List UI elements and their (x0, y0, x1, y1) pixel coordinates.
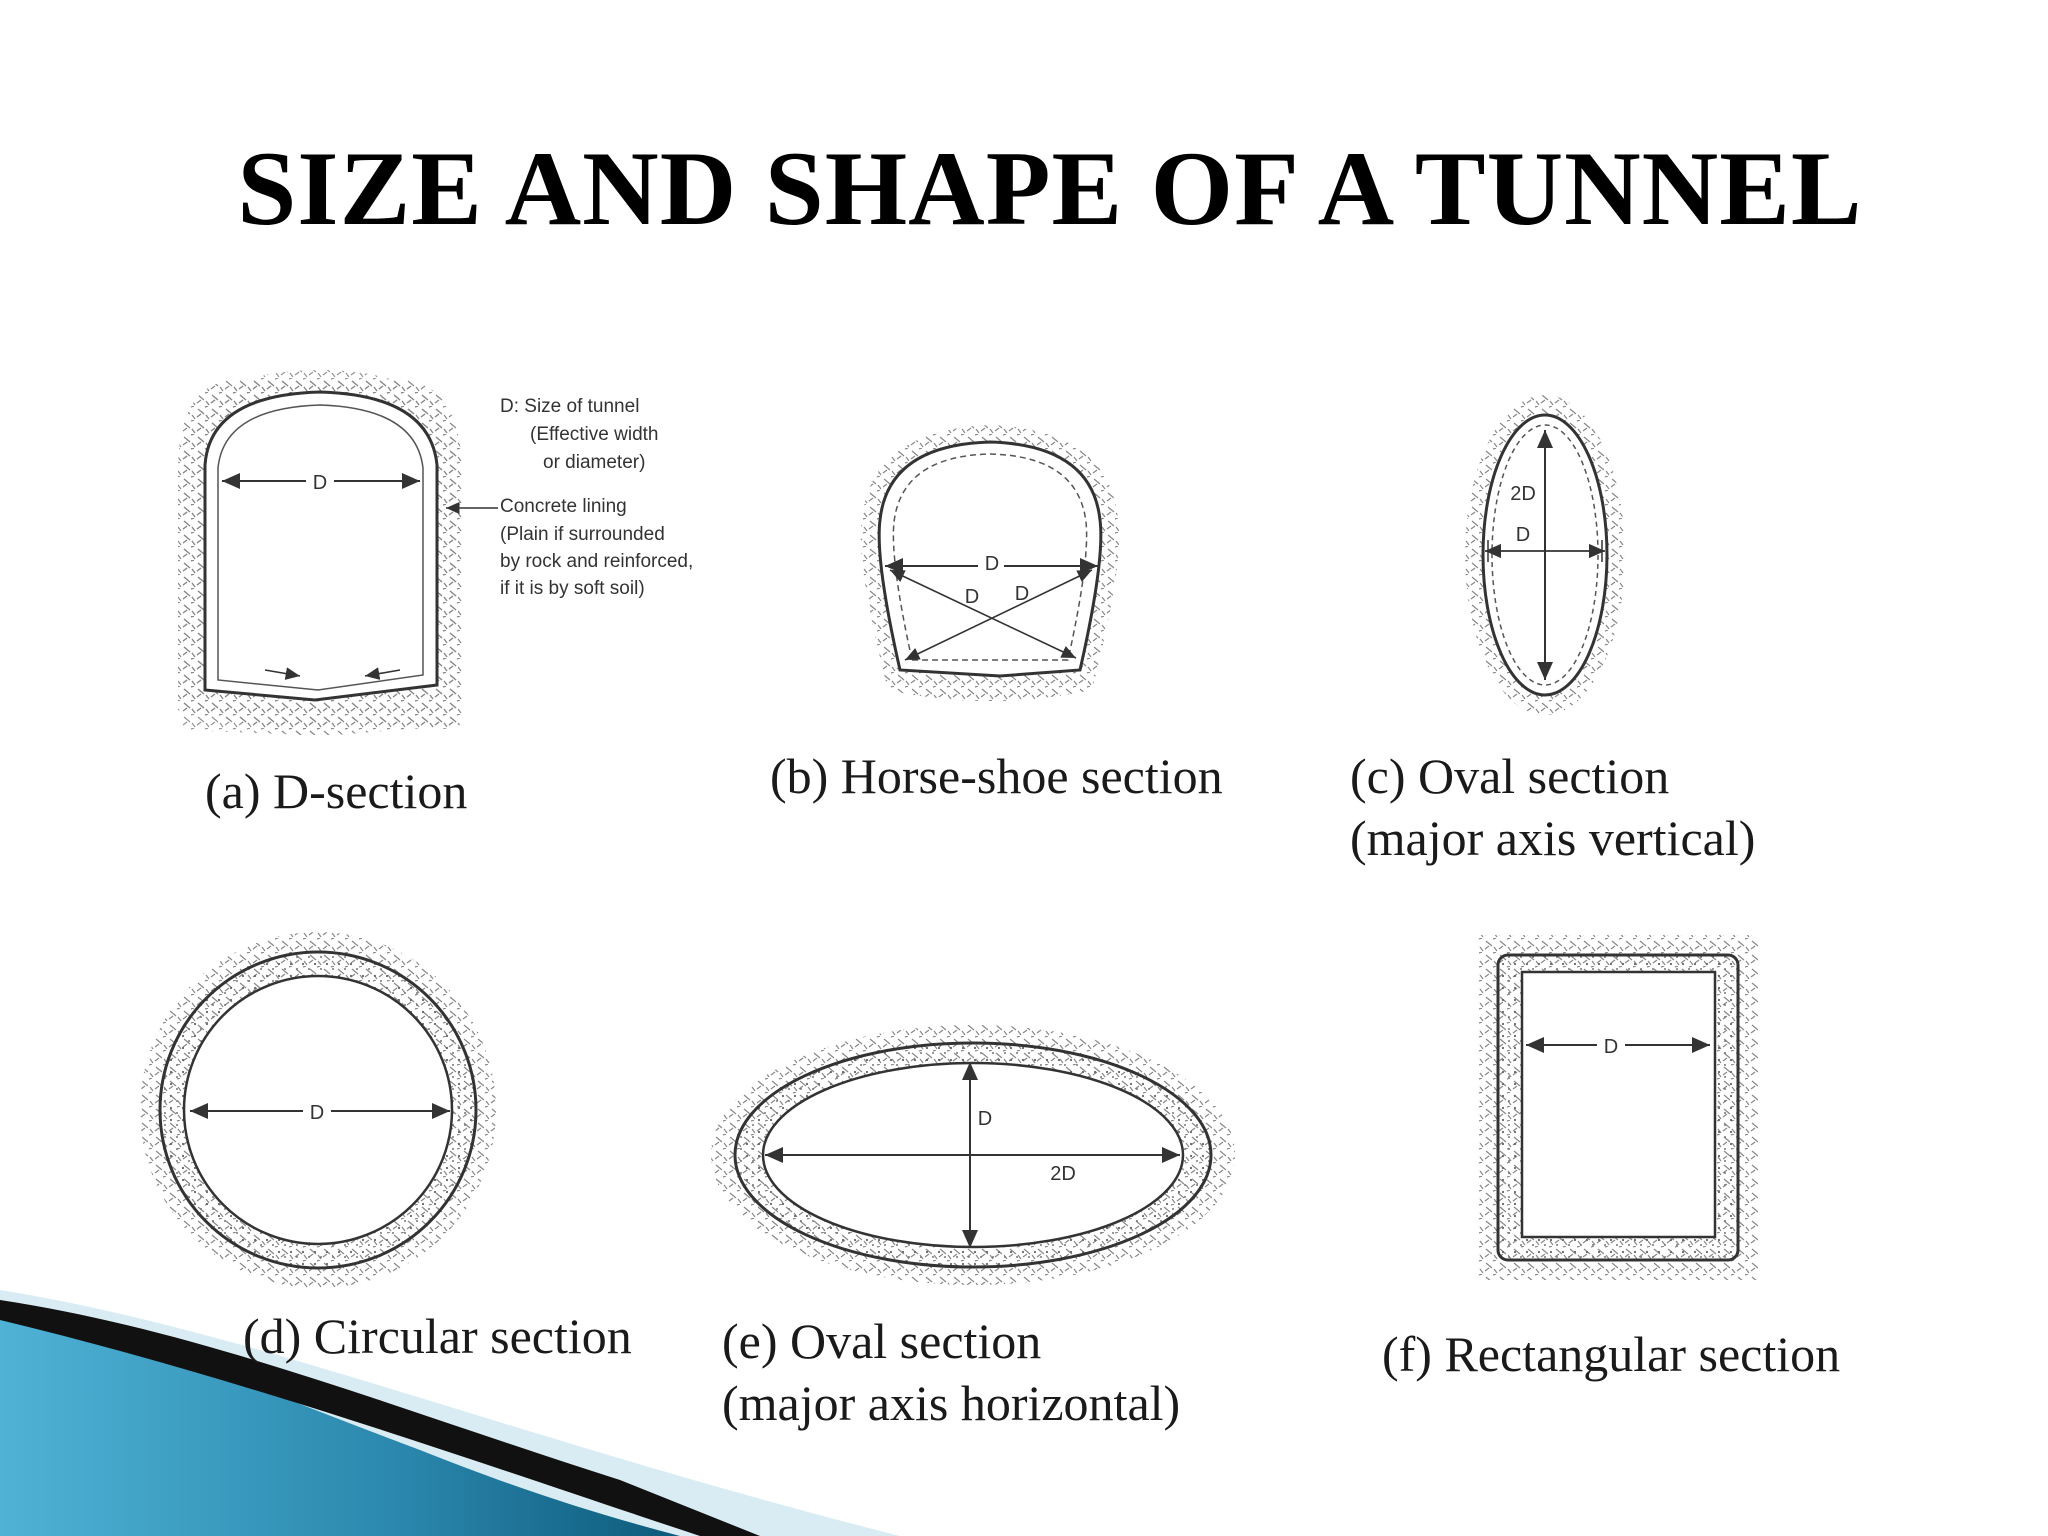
annotation-size-line3: or diameter) (543, 452, 646, 473)
horseshoe-section-diagram (861, 425, 1119, 701)
d-section-dim-label: D (312, 472, 328, 494)
rectangular-dim-label: D (1603, 1036, 1619, 1058)
d-section-diagram (178, 370, 498, 735)
caption-c-line2: (major axis vertical) (1350, 810, 1756, 866)
caption-a: (a) D-section (205, 763, 468, 819)
oval-horizontal-2d-label: 2D (1050, 1163, 1076, 1185)
caption-b: (b) Horse-shoe section (770, 748, 1223, 804)
caption-f: (f) Rectangular section (1382, 1326, 1841, 1382)
caption-e-line1: (e) Oval section (722, 1313, 1042, 1369)
annotation-size-line2: (Effective width (530, 424, 659, 445)
horseshoe-dim-top: D (984, 553, 1000, 575)
slide-title: SIZE AND SHAPE OF A TUNNEL (237, 130, 1863, 247)
annotation-lining-line3: by rock and reinforced, (500, 551, 694, 572)
horseshoe-dim-left: D (964, 586, 980, 608)
caption-e-line2: (major axis horizontal) (722, 1375, 1181, 1431)
oval-vertical-diagram (1465, 395, 1625, 715)
annotation-size-line1: D: Size of tunnel (500, 396, 640, 417)
oval-vertical-d-label: D (1515, 524, 1531, 546)
circular-section-diagram (140, 932, 496, 1288)
circular-dim-label: D (309, 1102, 325, 1124)
annotation-lining-line2: (Plain if surrounded (500, 524, 665, 545)
annotation-lining-line4: if it is by soft soil) (500, 578, 645, 599)
d-section-annotation (500, 396, 693, 599)
rectangular-section-diagram (1478, 935, 1758, 1280)
caption-c-line1: (c) Oval section (1350, 748, 1670, 804)
oval-horizontal-d-label: D (977, 1108, 993, 1130)
oval-horizontal-diagram (711, 1025, 1235, 1285)
annotation-lining-line1: Concrete lining (500, 496, 627, 517)
oval-vertical-2d-label: 2D (1510, 483, 1536, 505)
horseshoe-dim-right: D (1014, 583, 1030, 605)
caption-d: (d) Circular section (243, 1308, 632, 1364)
